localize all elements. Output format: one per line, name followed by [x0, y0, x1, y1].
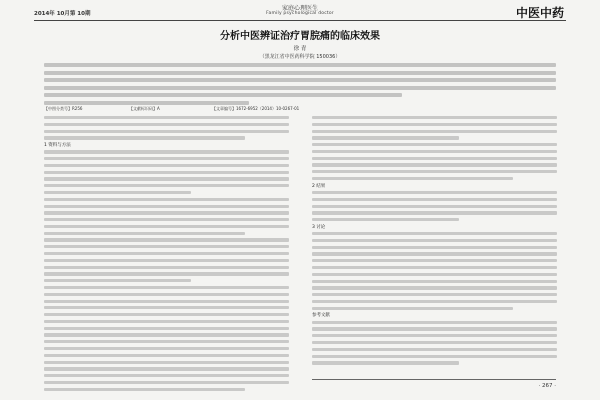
text-line: [44, 150, 289, 153]
document-code: 【文献标识码】A: [129, 106, 160, 111]
text-line: [312, 163, 557, 166]
text-line: [44, 300, 289, 303]
text-line: [312, 218, 459, 221]
issue-date: 2014年 10月第 10期: [34, 11, 91, 17]
text-line: [44, 164, 289, 167]
section-heading-3: 3 讨论: [312, 224, 326, 230]
text-line: [44, 340, 289, 343]
text-line: [312, 321, 557, 324]
text-line: [44, 313, 289, 316]
text-line: [44, 116, 289, 119]
text-line: [44, 259, 289, 262]
text-line: [312, 232, 557, 235]
text-line: [312, 355, 557, 358]
text-line: [312, 252, 557, 255]
text-line: [312, 136, 459, 139]
text-line: [312, 341, 557, 344]
abstract-block: [44, 63, 556, 109]
text-line: [44, 238, 289, 241]
text-line: [312, 307, 513, 310]
text-line: [44, 157, 289, 160]
text-line: [312, 286, 557, 289]
clc-code: 【中图分类号】R256: [44, 106, 83, 111]
journal-name-cn: 家庭心理医生: [281, 5, 318, 12]
text-line: [44, 374, 289, 377]
article-title: 分析中医辨证治疗胃脘痛的临床效果: [220, 31, 380, 42]
text-line: [44, 93, 402, 97]
text-line: [312, 130, 557, 133]
text-line: [312, 170, 557, 173]
section-heading-1: 1 资料与方法: [44, 143, 71, 149]
text-line: [312, 143, 557, 146]
article-meta: [44, 106, 556, 112]
header-rule: [34, 20, 566, 21]
text-line: [44, 306, 289, 309]
text-line: [312, 334, 557, 337]
text-line: [44, 293, 289, 296]
text-line: [44, 218, 289, 221]
text-line: [44, 63, 556, 67]
journal-name-en: Family psychological doctor: [266, 11, 334, 16]
text-line: [44, 184, 289, 187]
text-line: [312, 348, 557, 351]
text-line: [312, 266, 557, 269]
text-line: [312, 280, 557, 283]
article-id: 【文章编号】1672-6952（2014）10-0267-01: [212, 106, 300, 111]
references-heading: 参考文献: [312, 313, 330, 319]
text-line: [312, 211, 557, 214]
text-line: [312, 327, 557, 330]
text-line: [312, 361, 459, 364]
text-line: [312, 191, 557, 194]
text-line: [44, 266, 289, 269]
text-line: [44, 333, 289, 336]
text-line: [312, 123, 557, 126]
page-number: · 267 ·: [538, 383, 556, 389]
text-line: [312, 293, 557, 296]
text-line: [44, 361, 289, 364]
text-line: [312, 273, 557, 276]
footer-rule: [312, 379, 556, 380]
text-line: [44, 123, 289, 126]
section-heading-2: 2 结果: [312, 183, 326, 189]
text-line: [312, 198, 557, 201]
text-line: [44, 171, 289, 174]
text-line: [44, 191, 191, 194]
text-line: [44, 71, 556, 75]
text-line: [44, 252, 289, 255]
text-line: [44, 86, 556, 90]
section-heading: 中医中药: [515, 6, 564, 20]
text-line: [44, 286, 289, 289]
text-line: [44, 367, 289, 370]
text-line: [44, 245, 289, 248]
text-line: [44, 78, 556, 82]
text-line: [44, 320, 289, 323]
right-column: [312, 116, 557, 368]
text-line: [44, 177, 289, 180]
text-line: [44, 211, 289, 214]
text-line: [312, 157, 557, 160]
text-line: [312, 116, 557, 119]
text-line: [44, 354, 289, 357]
text-line: [312, 259, 557, 262]
text-line: [312, 177, 513, 180]
text-line: [312, 246, 557, 249]
text-line: [312, 300, 557, 303]
text-line: [44, 327, 289, 330]
text-line: [44, 101, 249, 105]
text-line: [44, 205, 289, 208]
text-line: [44, 232, 245, 235]
text-line: [44, 198, 289, 201]
text-line: [44, 388, 245, 391]
left-column: [44, 116, 289, 394]
text-line: [312, 205, 557, 208]
text-line: [44, 272, 289, 275]
article-author: 徐 青: [293, 46, 307, 52]
text-line: [44, 381, 289, 384]
text-line: [44, 279, 191, 282]
text-line: [44, 130, 289, 133]
text-line: [312, 239, 557, 242]
text-line: [44, 136, 245, 139]
text-line: [312, 150, 557, 153]
text-line: [44, 347, 289, 350]
text-line: [44, 225, 289, 228]
article-affiliation: （黑龙江省中医药科学院 150036）: [259, 54, 341, 60]
